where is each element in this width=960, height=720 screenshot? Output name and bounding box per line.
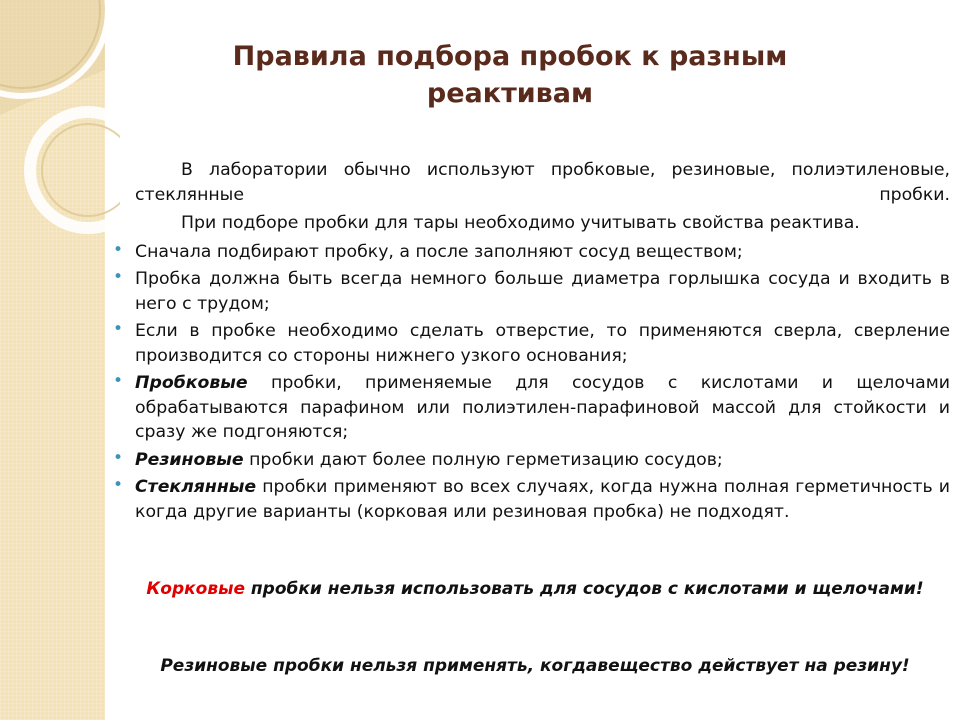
bullet-icon: • bbox=[113, 475, 124, 495]
emphasis-term: Пробковые bbox=[135, 373, 248, 393]
warning-highlight: Корковые bbox=[146, 579, 246, 599]
intro-paragraph-1: В лаборатории обычно используют пробковые, резиновые, полиэтиленовые, стеклянные пробки. bbox=[135, 160, 950, 205]
bullet-icon: • bbox=[113, 239, 124, 260]
warning-note-cork: Корковые пробки нельзя использовать для сосудов с кислотами и щелочами! bbox=[146, 579, 924, 599]
list-item: • Пробковые пробки, применяемые для сосудов с кислотами и щелочами обрабатываются парафином или полиэтилен-парафиновой массой для стойкости и сразу же подгоняются; bbox=[113, 371, 950, 442]
decorative-rings bbox=[0, 0, 120, 260]
list-item: • Если в пробке необходимо сделать отверстие, то применяются сверла, сверление производится со стороны нижнего узкого основания; bbox=[113, 319, 950, 366]
rules-list bbox=[110, 240, 950, 525]
slide-content bbox=[110, 158, 950, 527]
emphasis-term: Резиновые bbox=[135, 449, 244, 470]
list-item: • Резиновые пробки дают более полную герметизацию сосудов; bbox=[113, 447, 723, 470]
bullet-icon: • bbox=[113, 267, 124, 287]
bullet-icon: • bbox=[113, 447, 124, 468]
intro-paragraph-2: При подборе пробки для тары необходимо учитывать свойства реактива. bbox=[181, 213, 860, 233]
page-title: Правила подбора пробок к разным реактивам bbox=[232, 41, 788, 109]
bullet-icon: • bbox=[113, 319, 124, 339]
warning-note-rubber: Резиновые пробки нельзя применять, когдавещество действует на резину! bbox=[160, 656, 910, 676]
emphasis-term: Стеклянные bbox=[135, 477, 257, 497]
list-item: • Пробка должна быть всегда немного больше диаметра горлышка сосуда и входить в него с трудом; bbox=[113, 267, 950, 314]
bullet-icon: • bbox=[113, 371, 124, 391]
list-item: • Сначала подбирают пробку, а после заполняют сосуд веществом; bbox=[113, 239, 743, 262]
list-item: • Стеклянные пробки применяют во всех случаях, когда нужна полная герметичность и когда другие варианты (корковая или резиновая пробка) не подходят. bbox=[113, 475, 950, 522]
